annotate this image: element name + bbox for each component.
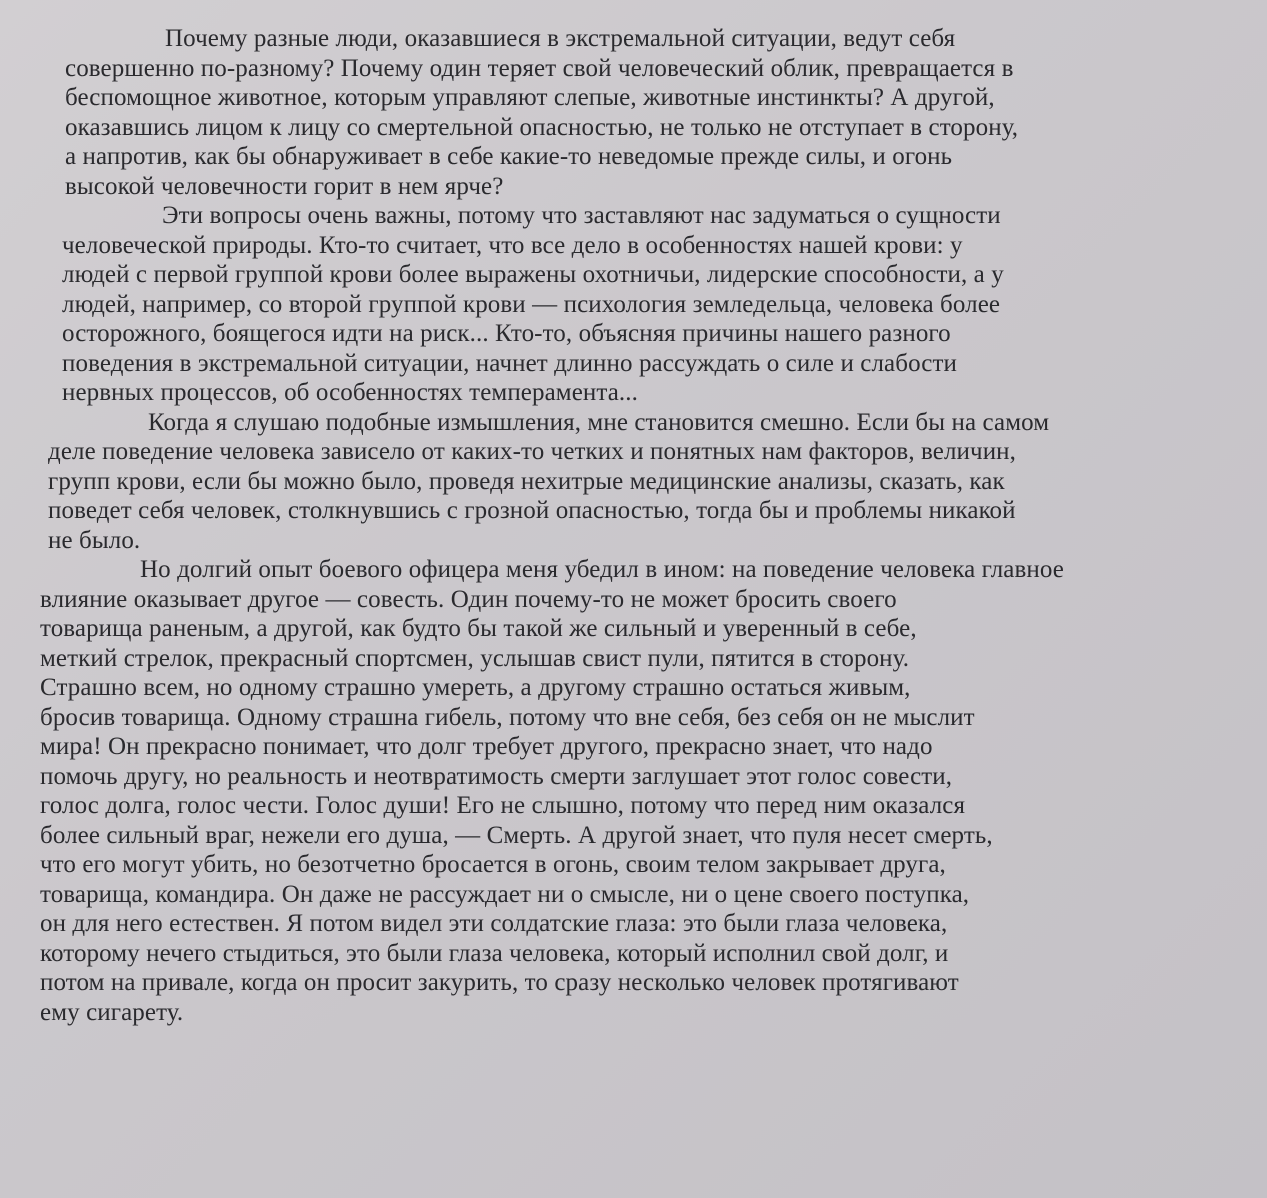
line-text: Когда я слушаю подобные измышления, мне становится смешно. Если бы на самом	[148, 408, 1050, 436]
paragraph-3	[48, 408, 1197, 556]
paragraph-2	[62, 201, 1137, 408]
text-line: более сильный враг, нежели его душа, — Смерть. А другой знает, что пуля несет смерть,	[40, 821, 993, 849]
text-line: влияние оказывает другое — совесть. Один почему-то не может бросить своего	[40, 585, 897, 613]
text-line: товарища раненым, а другой, как будто бы такой же сильный и уверенный в себе,	[40, 615, 917, 642]
text-line: что его могут убить, но безотчетно бросается в огонь, своим телом закрывает друга,	[40, 851, 946, 878]
line-text: Но долгий опыт боевого офицера меня убедил в ином: на поведение человека главное	[140, 556, 1064, 583]
text-line: меткий стрелок, прекрасный спортсмен, услышав свист пули, пятится в сторону.	[40, 644, 910, 672]
text-line: групп крови, если бы можно было, проведя нехитрые медицинские анализы, сказать, как	[48, 467, 1005, 495]
paragraph-4	[40, 555, 1217, 1027]
text-line	[40, 555, 1217, 585]
text-line: не было.	[48, 526, 141, 554]
text-line: которому нечего стыдиться, это были глаза человека, который исполнил свой долг, и	[40, 939, 949, 967]
text-line	[48, 408, 1197, 438]
text-line: людей, например, со второй группой крови — психология земледельца, человека более	[62, 290, 1001, 318]
text-line: поведет себя человек, столкнувшись с грозной опасностью, тогда бы и проблемы никакой	[48, 497, 1016, 524]
text-line: потом на привале, когда он просит закурить, то сразу несколько человек протягивают	[40, 969, 959, 996]
line-text: Почему разные люди, оказавшиеся в экстремальной ситуации, ведут себя	[165, 25, 956, 52]
text-line	[65, 24, 1147, 54]
text-line: нервных процессов, об особенностях темперамента...	[62, 379, 638, 406]
text-line: высокой человечности горит в нем ярче?	[65, 172, 504, 200]
text-line: людей с первой группой крови более выражены охотничьи, лидерские способности, а у	[62, 261, 1004, 288]
paragraph-1	[65, 24, 1147, 201]
text-line: Страшно всем, но одному страшно умереть, а другому страшно остаться живым,	[40, 674, 911, 701]
text-line: совершенно по-разному? Почему один теряет свой человеческий облик, превращается в	[65, 54, 1014, 82]
text-line: мира! Он прекрасно понимает, что долг требует другого, прекрасно знает, что надо	[40, 733, 933, 760]
text-line: помочь другу, но реальность и неотвратимость смерти заглушает этот голос совести,	[40, 762, 953, 790]
text-line: ему сигарету.	[40, 998, 184, 1026]
text-line: голос долга, голос чести. Голос души! Его не слышно, потому что перед ним оказался	[40, 792, 966, 819]
text-line: бросив товарища. Одному страшна гибель, потому что вне себя, без себя он не мыслит	[40, 703, 975, 731]
text-line: а напротив, как бы обнаруживает в себе какие-то неведомые прежде силы, и огонь	[65, 143, 953, 170]
text-line: деле поведение человека зависело от каких-то четких и понятных нам факторов, величин,	[48, 438, 1017, 465]
text-line	[62, 201, 1137, 231]
text-line: беспомощное животное, которым управляют слепые, животные инстинкты? А другой,	[65, 84, 995, 111]
text-line: осторожного, боящегося идти на риск... Кто-то, объясняя причины нашего разного	[62, 320, 951, 347]
text-line: человеческой природы. Кто-то считает, что все дело в особенностях нашей крови: у	[62, 231, 963, 259]
text-line: он для него естествен. Я потом видел эти солдатские глаза: это были глаза человека,	[40, 910, 948, 937]
line-text: Эти вопросы очень важны, потому что заставляют нас задуматься о сущности	[162, 202, 1001, 229]
text-line: оказавшись лицом к лицу со смертельной опасностью, не только не отступает в сторону,	[65, 113, 1019, 141]
text-line: поведения в экстремальной ситуации, начнет длинно рассуждать о силе и слабости	[62, 349, 957, 377]
text-line: товарища, командира. Он даже не рассуждает ни о смысле, ни о цене своего поступка,	[40, 880, 970, 908]
